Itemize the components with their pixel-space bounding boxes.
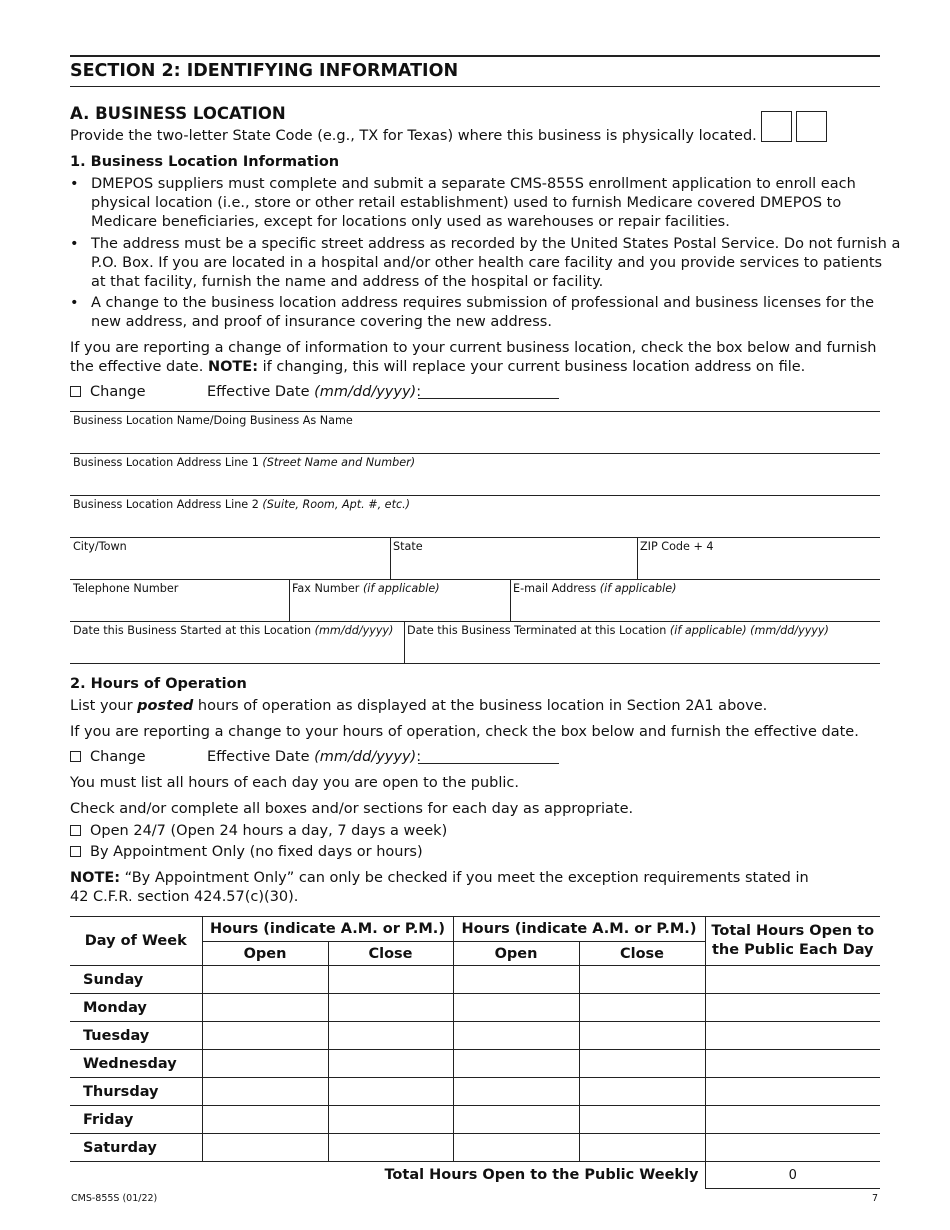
hours-group-1-header: Hours (indicate A.M. or P.M.) bbox=[202, 917, 453, 942]
city-field: City/Town bbox=[70, 537, 390, 579]
hours-cell bbox=[328, 966, 453, 994]
total-hours-header: Total Hours Open to the Public Each Day bbox=[705, 917, 880, 966]
business-location-info-heading: 1. Business Location Information bbox=[70, 154, 340, 170]
day-label: Thursday bbox=[70, 1078, 202, 1106]
must-list-text: You must list all hours of each day you are open to the public. bbox=[70, 775, 519, 791]
open-247-label: Open 24/7 (Open 24 hours a day, 7 days a week) bbox=[90, 823, 448, 839]
open-247-checkbox[interactable] bbox=[70, 825, 81, 836]
state-code-box-2[interactable] bbox=[796, 111, 827, 142]
hours-cell bbox=[202, 1106, 328, 1134]
hours-cell bbox=[453, 1106, 579, 1134]
open-time-1-input[interactable] bbox=[203, 1141, 328, 1155]
appointment-note-line-1: NOTE: “By Appointment Only” can only be checked if you meet the exception requirements stated in bbox=[70, 870, 809, 886]
open-time-1-input[interactable] bbox=[203, 1113, 328, 1127]
close-time-2-input[interactable] bbox=[580, 1057, 705, 1071]
hours-cell bbox=[705, 1134, 880, 1162]
hours-cell bbox=[579, 1134, 705, 1162]
location-effective-date-input[interactable] bbox=[418, 383, 559, 399]
state-code-box-1[interactable] bbox=[761, 111, 792, 142]
hours-cell bbox=[328, 994, 453, 1022]
location-change-note-line-2: the effective date. NOTE: if changing, this will replace your current business location address on file. bbox=[70, 359, 806, 375]
daily-total-input[interactable] bbox=[706, 1001, 881, 1015]
hours-change-row bbox=[70, 748, 146, 767]
hours-cell bbox=[328, 1078, 453, 1106]
address-line-1-field: Business Location Address Line 1 (Street Name and Number) bbox=[70, 453, 880, 495]
close-time-1-input[interactable] bbox=[329, 1029, 453, 1043]
hours-cell bbox=[579, 966, 705, 994]
fax-field: Fax Number (if applicable) bbox=[289, 579, 510, 621]
close-time-1-input[interactable] bbox=[329, 1057, 453, 1071]
form-id: CMS-855S (01/22) bbox=[71, 1193, 158, 1204]
close-time-1-input[interactable] bbox=[329, 1141, 453, 1155]
business-name-field: Business Location Name/Doing Business As Name bbox=[70, 411, 880, 453]
hours-change-label: Change bbox=[90, 749, 146, 765]
hours-cell bbox=[328, 1106, 453, 1134]
hours-change-note: If you are reporting a change to your hours of operation, check the box below and furnish the effective date. bbox=[70, 724, 859, 740]
page-number: 7 bbox=[872, 1193, 879, 1204]
hours-heading: 2. Hours of Operation bbox=[70, 676, 247, 692]
bullet-marker: • bbox=[70, 176, 79, 192]
day-label: Tuesday bbox=[70, 1022, 202, 1050]
hours-effective-date-label: Effective Date (mm/dd/yyyy): bbox=[207, 749, 422, 765]
daily-total-input[interactable] bbox=[706, 1113, 881, 1127]
end-date-input[interactable] bbox=[407, 641, 877, 661]
close-time-2-input[interactable] bbox=[580, 1141, 705, 1155]
hours-cell bbox=[579, 1050, 705, 1078]
location-change-note-line-1: If you are reporting a change of information to your current business location, check the box below and furnish bbox=[70, 340, 877, 356]
open-time-1-input[interactable] bbox=[203, 1057, 328, 1071]
day-row bbox=[70, 1134, 880, 1162]
close-time-1-input[interactable] bbox=[329, 973, 453, 987]
hours-effective-date-input[interactable] bbox=[418, 748, 559, 764]
hours-cell bbox=[453, 1134, 579, 1162]
start-date-field: Date this Business Started at this Location (mm/dd/yyyy) bbox=[70, 621, 404, 663]
close-time-2-input[interactable] bbox=[580, 1113, 705, 1127]
day-label: Saturday bbox=[70, 1134, 202, 1162]
zip-field: ZIP Code + 4 bbox=[637, 537, 880, 579]
hours-cell bbox=[453, 994, 579, 1022]
hours-cell bbox=[202, 966, 328, 994]
daily-total-input[interactable] bbox=[706, 1057, 881, 1071]
close-header-1: Close bbox=[328, 942, 453, 966]
address-line-2-field: Business Location Address Line 2 (Suite, Room, Apt. #, etc.) bbox=[70, 495, 880, 537]
form-rule bbox=[70, 663, 880, 664]
day-of-week-header: Day of Week bbox=[70, 917, 202, 966]
weekly-total-value: 0 bbox=[705, 1162, 880, 1189]
business-location-heading: A. BUSINESS LOCATION bbox=[70, 104, 286, 123]
open-time-2-input[interactable] bbox=[454, 1057, 579, 1071]
hours-cell bbox=[328, 1050, 453, 1078]
hours-cell bbox=[202, 1050, 328, 1078]
close-time-1-input[interactable] bbox=[329, 1085, 453, 1099]
bullet-2-line-1: The address must be a specific street address as recorded by the United States Postal Service. Do not furnish a bbox=[91, 236, 901, 252]
bullet-1-line-2: physical location (i.e., store or other retail establishment) used to furnish Medicare covered DMEPOS to bbox=[91, 195, 842, 211]
state-input[interactable] bbox=[393, 557, 634, 577]
close-time-2-input[interactable] bbox=[580, 1001, 705, 1015]
hours-cell bbox=[202, 1078, 328, 1106]
hours-cell bbox=[453, 1022, 579, 1050]
hours-cell bbox=[328, 1022, 453, 1050]
bullet-3-line-1: A change to the business location address requires submission of professional and business licenses for the bbox=[91, 295, 875, 311]
hours-cell bbox=[579, 1106, 705, 1134]
telephone-input[interactable] bbox=[73, 599, 286, 619]
bullet-1-line-3: Medicare beneficiaries, except for locations only used as warehouses or repair facilities. bbox=[91, 214, 730, 230]
day-label: Wednesday bbox=[70, 1050, 202, 1078]
open-time-1-input[interactable] bbox=[203, 1085, 328, 1099]
close-time-2-input[interactable] bbox=[580, 973, 705, 987]
zip-input[interactable] bbox=[640, 557, 877, 577]
city-input[interactable] bbox=[73, 557, 387, 577]
appointment-note-line-2: 42 C.F.R. section 424.57(c)(30). bbox=[70, 889, 299, 905]
fax-input[interactable] bbox=[292, 599, 507, 619]
close-header-2: Close bbox=[579, 942, 705, 966]
open-time-2-input[interactable] bbox=[454, 1113, 579, 1127]
section-top-rule bbox=[70, 55, 880, 57]
bullet-marker: • bbox=[70, 236, 79, 252]
state-field: State bbox=[390, 537, 637, 579]
hours-cell bbox=[705, 1078, 880, 1106]
hours-change-checkbox[interactable] bbox=[70, 751, 81, 762]
open-time-2-input[interactable] bbox=[454, 1141, 579, 1155]
hours-cell bbox=[453, 1050, 579, 1078]
open-time-2-input[interactable] bbox=[454, 1029, 579, 1043]
open-header-1: Open bbox=[202, 942, 328, 966]
location-effective-date-label: Effective Date (mm/dd/yyyy): bbox=[207, 384, 422, 400]
day-row bbox=[70, 1106, 880, 1134]
daily-total-input[interactable] bbox=[706, 973, 881, 987]
email-input[interactable] bbox=[513, 599, 877, 619]
hours-cell bbox=[579, 1078, 705, 1106]
close-time-2-input[interactable] bbox=[580, 1029, 705, 1043]
hours-list-instruction: List your posted hours of operation as displayed at the business location in Section 2A1 above. bbox=[70, 698, 768, 714]
hours-cell bbox=[202, 1134, 328, 1162]
hours-cell bbox=[705, 1106, 880, 1134]
hours-cell bbox=[453, 966, 579, 994]
address-line-1-input[interactable] bbox=[73, 473, 877, 493]
hours-cell bbox=[705, 1050, 880, 1078]
end-date-field: Date this Business Terminated at this Location (if applicable) (mm/dd/yyyy) bbox=[404, 621, 880, 663]
hours-cell bbox=[705, 994, 880, 1022]
hours-cell bbox=[328, 1134, 453, 1162]
hours-cell bbox=[202, 1022, 328, 1050]
hours-cell bbox=[453, 1078, 579, 1106]
bullet-marker: • bbox=[70, 295, 79, 311]
bullet-3-line-2: new address, and proof of insurance covering the new address. bbox=[91, 314, 552, 330]
check-all-text: Check and/or complete all boxes and/or sections for each day as appropriate. bbox=[70, 801, 634, 817]
hours-table bbox=[70, 916, 880, 1189]
by-appointment-label: By Appointment Only (no fixed days or hours) bbox=[90, 844, 423, 860]
daily-total-input[interactable] bbox=[706, 1085, 881, 1099]
open-time-1-input[interactable] bbox=[203, 1001, 328, 1015]
location-change-label: Change bbox=[90, 384, 146, 400]
start-date-input[interactable] bbox=[73, 641, 401, 661]
close-time-1-input[interactable] bbox=[329, 1001, 453, 1015]
hours-cell bbox=[202, 994, 328, 1022]
day-label: Friday bbox=[70, 1106, 202, 1134]
email-field: E-mail Address (if applicable) bbox=[510, 579, 880, 621]
location-change-checkbox[interactable] bbox=[70, 386, 81, 397]
by-appointment-row bbox=[70, 843, 423, 862]
location-change-row bbox=[70, 383, 146, 402]
day-row bbox=[70, 994, 880, 1022]
open-time-1-input[interactable] bbox=[203, 973, 328, 987]
daily-total-input[interactable] bbox=[706, 1141, 881, 1155]
open-time-1-input[interactable] bbox=[203, 1029, 328, 1043]
daily-total-input[interactable] bbox=[706, 1029, 881, 1043]
by-appointment-checkbox[interactable] bbox=[70, 846, 81, 857]
day-row bbox=[70, 1050, 880, 1078]
hours-cell bbox=[579, 994, 705, 1022]
hours-cell bbox=[705, 966, 880, 994]
hours-group-2-header: Hours (indicate A.M. or P.M.) bbox=[453, 917, 705, 942]
open-time-2-input[interactable] bbox=[454, 973, 579, 987]
open-header-2: Open bbox=[453, 942, 579, 966]
business-name-input[interactable] bbox=[73, 431, 877, 451]
section-title: SECTION 2: IDENTIFYING INFORMATION bbox=[70, 61, 459, 81]
bullet-2-line-3: at that facility, furnish the name and address of the hospital or facility. bbox=[91, 274, 604, 290]
open-247-row bbox=[70, 822, 447, 841]
hours-cell bbox=[579, 1022, 705, 1050]
day-row bbox=[70, 1078, 880, 1106]
hours-cell bbox=[705, 1022, 880, 1050]
section-bottom-rule bbox=[70, 86, 880, 87]
day-row bbox=[70, 966, 880, 994]
address-line-2-input[interactable] bbox=[73, 515, 877, 535]
open-time-2-input[interactable] bbox=[454, 1001, 579, 1015]
state-code-prompt: Provide the two-letter State Code (e.g., TX for Texas) where this business is physically located. bbox=[70, 128, 757, 144]
weekly-total-label: Total Hours Open to the Public Weekly bbox=[70, 1162, 705, 1189]
day-row bbox=[70, 1022, 880, 1050]
open-time-2-input[interactable] bbox=[454, 1085, 579, 1099]
day-label: Sunday bbox=[70, 966, 202, 994]
bullet-1-line-1: DMEPOS suppliers must complete and submit a separate CMS-855S enrollment application to enroll each bbox=[91, 176, 856, 192]
close-time-1-input[interactable] bbox=[329, 1113, 453, 1127]
close-time-2-input[interactable] bbox=[580, 1085, 705, 1099]
telephone-field: Telephone Number bbox=[70, 579, 289, 621]
day-label: Monday bbox=[70, 994, 202, 1022]
bullet-2-line-2: P.O. Box. If you are located in a hospital and/or other health care facility and you provide services to patients bbox=[91, 255, 883, 271]
